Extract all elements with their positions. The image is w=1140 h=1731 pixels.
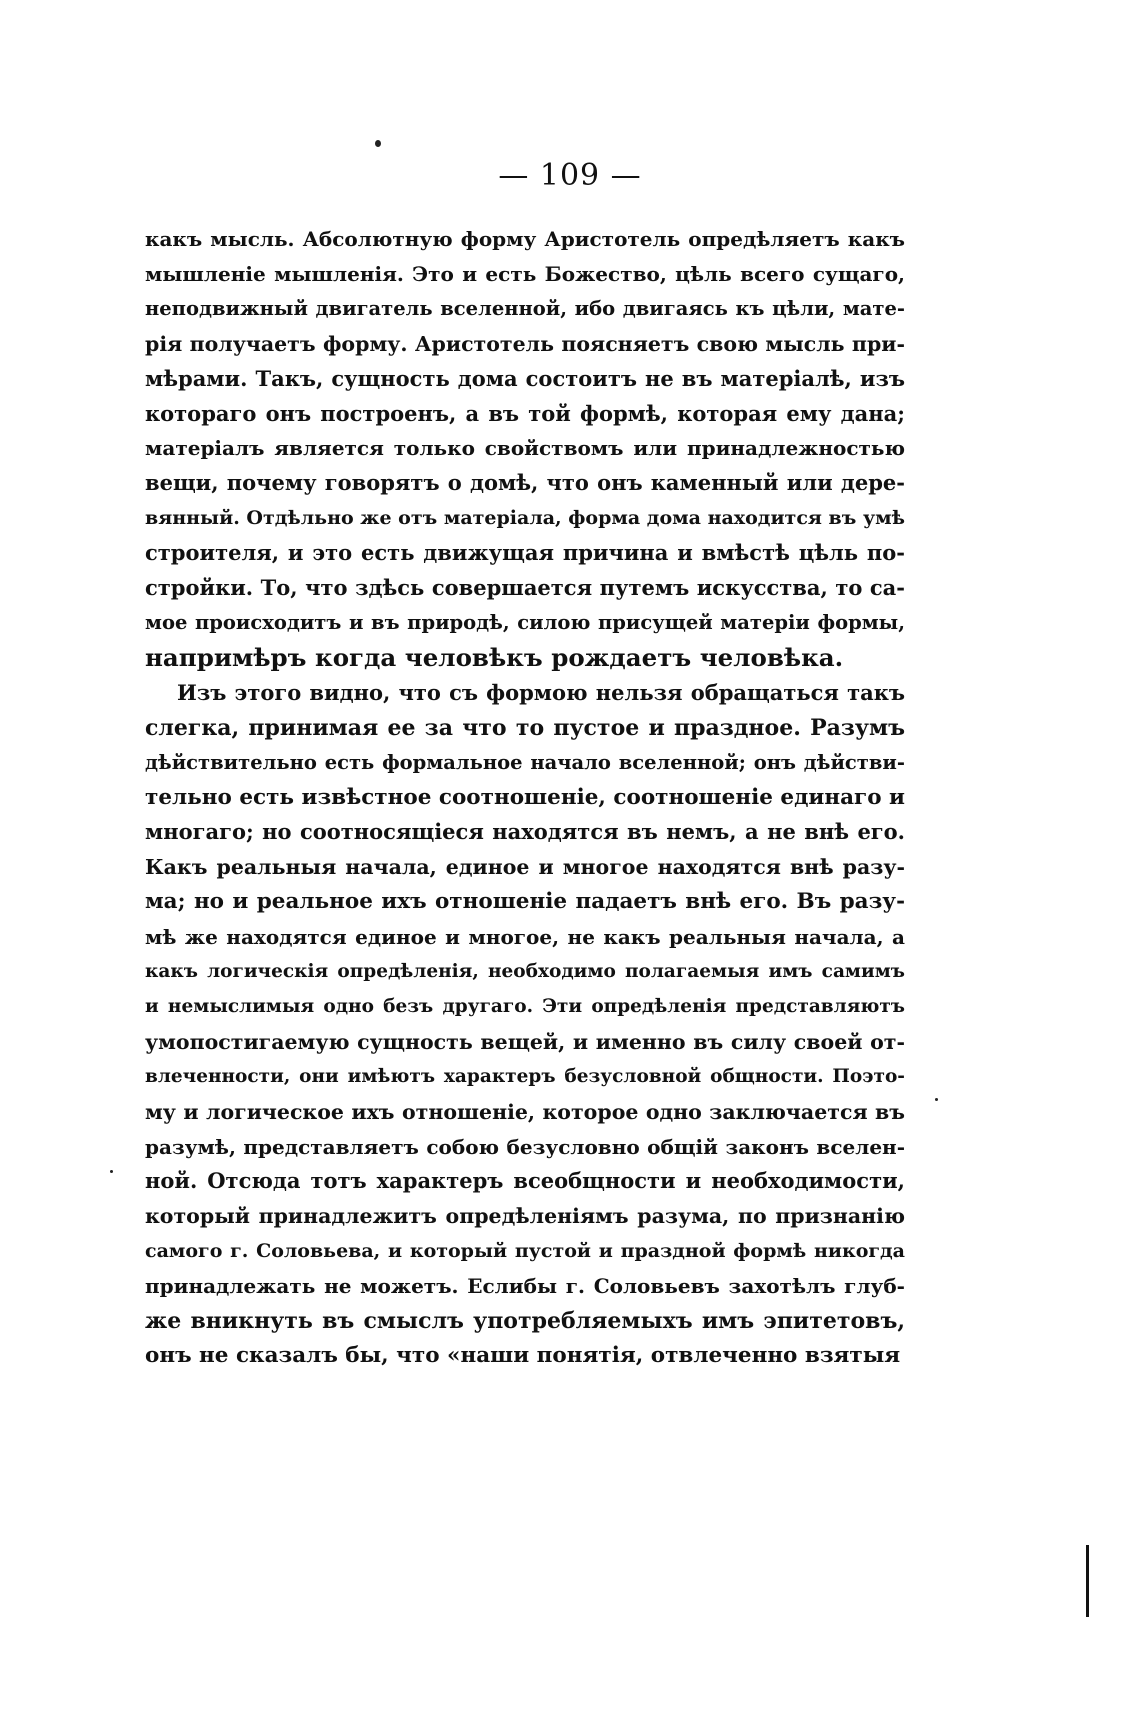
text-line: ной. Отсюда тотъ характеръ всеобщности и необходимости, (145, 1168, 905, 1194)
text-line: же вникнуть въ смыслъ употребляемыхъ имъ эпитетовъ, (145, 1308, 905, 1335)
text-line: тельно есть извѣстное соотношеніе, соотношеніе единаго и (145, 784, 905, 810)
text-line: ма; но и реальное ихъ отношеніе падаетъ внѣ его. Въ разу- (145, 889, 905, 915)
text-line: строителя, и это есть движущая причина и вмѣстѣ цѣль по- (145, 540, 905, 566)
text-line: онъ не сказалъ бы, что «наши понятія, отвлеченно взятыя (145, 1343, 901, 1368)
text-line: который принадлежитъ опредѣленіямъ разума, по признанію (145, 1204, 905, 1229)
text-line: котораго онъ построенъ, а въ той формѣ, которая ему дана; (145, 400, 905, 426)
text-line: Какъ реальныя начала, единое и многое находятся внѣ разу- (145, 855, 905, 880)
text-line: вещи, почему говорятъ о домѣ, что онъ каменный или дере- (145, 470, 905, 496)
text-line: самого г. Соловьева, и который пустой и праздной формѣ никогда (145, 1240, 905, 1263)
text-line: какъ логическія опредѣленія, необходимо полагаемыя имъ самимъ (145, 961, 905, 983)
text-line: дѣйствительно есть формальное начало вселенной; онъ дѣйстви- (145, 750, 905, 774)
text-line: многаго; но соотносящіеся находятся въ немъ, а не внѣ его. (145, 819, 905, 845)
text-line: разумѣ, представляетъ собою безусловно общій законъ вселен- (145, 1134, 905, 1159)
text-line: му и логическое ихъ отношеніе, которое одно заключается въ (145, 1099, 905, 1124)
text-line: Изъ этого видно, что съ формою нельзя обращаться такъ (177, 679, 905, 705)
text-line: принадлежать не можетъ. Еслибы г. Соловьевъ захотѣлъ глуб- (145, 1274, 905, 1299)
text-line: влеченности, они имѣютъ характеръ безусловной общности. Поэто- (145, 1065, 905, 1087)
page-number: — 109 — (498, 158, 642, 193)
body-text (145, 222, 905, 1374)
text-line: мѣрами. Такъ, сущность дома состоитъ не въ матеріалѣ, изъ (145, 365, 905, 391)
text-line: мое происходитъ и въ природѣ, силою присущей матеріи формы, (145, 610, 905, 634)
ink-speck (935, 1098, 938, 1101)
text-line: матеріалъ является только свойствомъ или принадлежностью (145, 436, 905, 461)
text-line: вянный. Отдѣльно же отъ матеріала, форма дома находится въ умѣ (145, 507, 905, 530)
text-line: мышленіе мышленія. Это и есть Божество, цѣль всего сущаго, (145, 261, 905, 286)
text-line: какъ мысль. Абсолютную форму Аристотель опредѣляетъ какъ (145, 227, 905, 251)
text-line: и немыслимыя одно безъ другаго. Эти опредѣленія представляютъ (145, 995, 905, 1017)
margin-mark (1086, 1545, 1089, 1617)
text-line: стройки. То, что здѣсь совершается путемъ искусства, то са- (145, 575, 905, 601)
text-line: слегка, принимая ее за что то пустое и праздное. Разумъ (145, 714, 905, 741)
ink-speck (110, 1170, 113, 1173)
text-line: мѣ же находятся единое и многое, не какъ реальныя начала, а (145, 925, 905, 950)
text-line: рія получаетъ форму. Аристотель поясняетъ свою мысль при- (145, 331, 905, 356)
ink-speck (375, 140, 381, 147)
text-line: напримѣръ когда человѣкъ рождаетъ человѣка. (145, 642, 844, 672)
text-line: умопостигаемую сущность вещей, и именно въ силу своей от- (145, 1029, 905, 1054)
text-line: неподвижный двигатель вселенной, ибо двигаясь къ цѣли, мате- (145, 296, 905, 320)
